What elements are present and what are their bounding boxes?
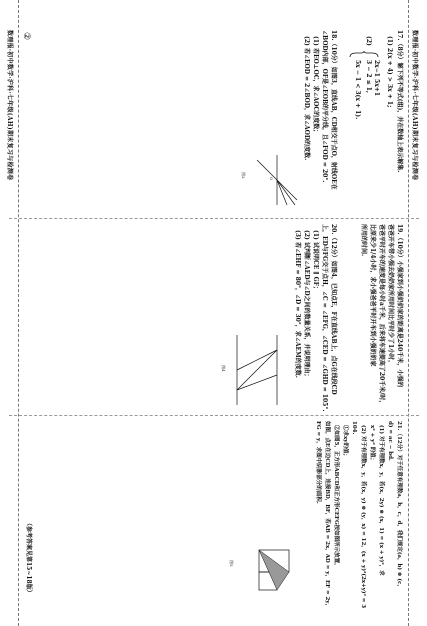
q19-line2: 爸爸开车带小强去奶奶家所用时间比平时少了1小时， (387, 224, 394, 367)
q21-line6: 104. (351, 421, 357, 435)
q21-line4: x² + y² 的值； (369, 425, 375, 464)
q17-title: 17.（8分）解下列不等式(组)，并在数轴上表示解集. (396, 30, 403, 173)
q17-part2-line2: 3 − 2 ≤ 1, (365, 60, 372, 94)
q21-line2: d) = ac − bd. (387, 421, 393, 461)
q18-title: 18.（10分）如图3，直线AB，CD相交于点O，射线OE在 (330, 30, 337, 190)
bottom-divider (18, 0, 19, 626)
q21-part3d: FG = y，求图中阴影部分的面积. (315, 421, 321, 504)
q18-line2: ∠BOD内部，OF是∠EOB的平分线，且∠FOD = 20°. (321, 30, 328, 183)
q17-brace (349, 50, 379, 58)
bottom-header: 数理报·初中数学·沪科·七年级(AH)期末复习与检测卷 (6, 30, 13, 181)
q19-line1: 19.（10分）小强家到小强奶奶家的距离是240千米，小强的 (396, 224, 403, 388)
q18-figure-label: 图3 (241, 172, 246, 179)
top-header: 数理报·初中数学·沪科·七年级(AH)期末复习与检测卷 (411, 30, 418, 181)
q20-part2: (2) 试判断∠AED与∠D之间的数量关系，并说明理由； (303, 230, 310, 380)
column-divider-2 (9, 415, 419, 416)
q20-part3: (3) 若∠EHF = 80°，∠D = 30°，求∠AEM的度数. (294, 230, 301, 378)
q20-part1: (1) 试说明CE ∥ GF； (312, 230, 319, 293)
q17-part1: (1) 2(x + 4) > 3x + 1; (386, 36, 393, 108)
column-divider-1 (9, 218, 419, 219)
q19-line4: 比原来少1/4小时，求小强爸爸平时开车到小强奶奶家 (369, 224, 376, 367)
q20-figure (227, 330, 287, 410)
q17-part2-label: (2) (365, 36, 372, 46)
q19-line3: 爸爸平时开车的速度是每小时a千米，后来将车速提高了20千米/时， (378, 224, 385, 407)
q18-part2: (2) 若∠EOD = 2∠BOD，求∠AOD的度数. (303, 36, 310, 161)
q20-line2: 上，ED与FG交于点H，∠C = ∠EFG，∠CED = ∠GHD = 105°. (321, 224, 328, 412)
q21-figure-label: 图5 (229, 560, 234, 567)
top-divider (408, 0, 409, 626)
q21-figure (237, 540, 297, 600)
q18-part1: (1) 若EO⊥OC，求∠AOC的度数； (312, 36, 319, 136)
q17-part2-line1: 2x−1 5x+1 (373, 60, 380, 96)
q21-part3a: ①求xy的值； (342, 425, 348, 459)
q21-part2: (2) 对于有理数x，y，若(x，y) ⊗ (y，x) = 12，(x + y)²(2x+y)² = 3 (360, 425, 366, 609)
q17-part2-line3: 5x − 1 < 3(x + 1). (354, 60, 361, 120)
q21-part3b: ②如图5，正方形ABCD和正方形CEFG按如图所示放置， (333, 425, 339, 569)
q19-line5: 所用的时间. (360, 224, 367, 257)
q20-title: 20.（12分）如图4，已知点E，F在直线AB上，点G在线段CD (330, 224, 337, 395)
page-number: ② (21, 32, 31, 41)
q18-figure (247, 150, 307, 210)
q21-title: 21.（12分）对于任意有理数a，b，c，d，我们规定(a，b) ⊗ (c， (396, 421, 402, 590)
q21-part3c: 如图，点E在边CD上，连接BD，BF，若AB = 2x，AD = y，EF = 2y， (324, 421, 330, 610)
q21-part1: (1) 对于有理数x，y，若(x，2y) ⊗ (x，1) = (x + y)²，求 (378, 425, 384, 576)
footer-note: （参考答案见第15~18版） (25, 520, 32, 596)
svg-text:O: O (269, 177, 274, 181)
q20-figure-label: 图4 (221, 365, 226, 372)
